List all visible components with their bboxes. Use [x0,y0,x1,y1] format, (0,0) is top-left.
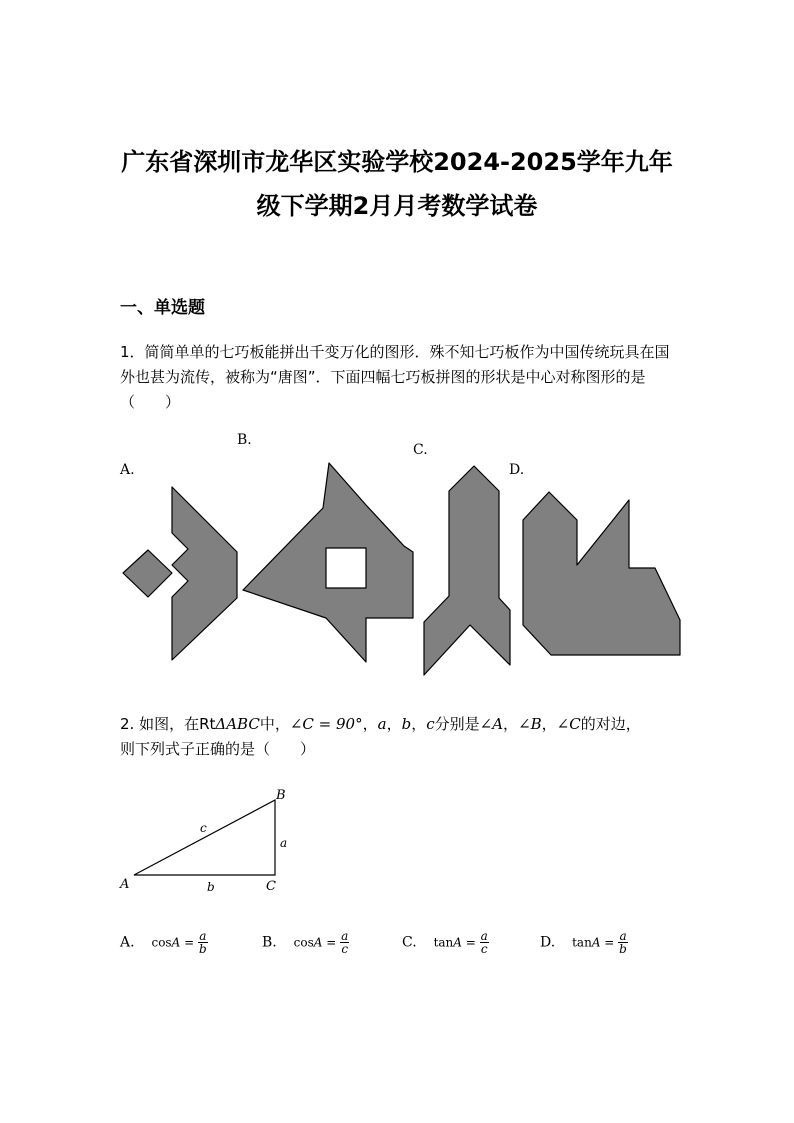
tangram-figure-c [424,466,510,675]
q2-option-d-fraction: $\frac{a}{b}$ [619,929,627,956]
q2-option-c-var: A [453,935,462,950]
side-label-a: a [280,836,288,850]
tangram-figure-a [123,487,237,660]
q2-mid2: ， [362,715,378,733]
q2-option-d-var: A [591,935,601,950]
q2-angle-b: ∠B [518,715,542,733]
q2-option-c-label: C. [402,934,417,951]
q2-mid1: 中， [259,715,290,733]
q2-option-c-fraction: $\frac{a}{c}$ [480,929,488,956]
q2-angle-c: ∠C = 90° [289,715,363,733]
q2-angle-a: ∠A [479,715,504,733]
q2-option-a-fraction: $\frac{a}{b}$ [198,929,207,956]
section-heading: 一、单选题 [120,298,205,318]
q2-var-a: a [377,715,387,733]
q2-option-c[interactable]: C. tanA = $\frac{a}{c}$ [402,929,488,956]
q2-option-d-label: D. [540,934,556,951]
q2-option-b[interactable]: B. cosA = $\frac{a}{c}$ [262,929,349,956]
vertex-label-b: B [276,788,286,803]
q2-option-c-fn: tan [433,935,454,950]
tangram-figure-b [243,463,413,662]
q2-var-c: c [426,715,435,733]
page-title-line-2: 级下学期2月月考数学试卷 [256,192,538,220]
q2-option-a-fn: cos [151,935,172,950]
q1-option-a-label: A. [120,462,135,478]
q2-option-a-label: A. [120,934,135,951]
question-2-text: 2. 如图，在RtΔABC中，∠C = 90°，a，b，c分别是∠A，∠B，∠C的对边， 则下列式子正确的是（ ） [120,715,641,758]
vertex-label-a: A [120,877,130,892]
q2-option-b-fn: cos [293,935,314,950]
q2-option-a-var: A [171,935,181,950]
q2-option-b-label: B. [262,934,277,951]
q2-angle-c2: ∠C [556,715,581,733]
q1-option-b-label: B. [237,432,252,448]
tangram-figure-d [523,492,680,655]
q2-triangle: ΔABC [215,715,260,733]
q2-triangle-figure [110,780,310,900]
q2-option-b-fraction: $\frac{a}{c}$ [341,929,349,956]
q1-option-c-label: C. [413,442,428,458]
question-1-text: 1．简简单单的七巧板能拼出千变万化的图形．殊不知七巧板作为中国传统玩具在国外也甚为流传，被称为“唐图”．下面四幅七巧板拼图的形状是中心对称图形的是（ ） [120,343,670,411]
q2-option-b-var: A [313,935,323,950]
page-title-line-1: 广东省深圳市龙华区实验学校2024-2025学年九年 [121,148,673,176]
q2-option-a[interactable]: A. cosA = $\frac{a}{b}$ [120,929,207,956]
side-label-b: b [207,880,215,894]
side-label-c: c [200,821,207,835]
q2-option-d-fn: tan [572,935,592,950]
q2-var-b: b [401,715,412,733]
q1-option-d-label: D. [509,462,525,478]
q2-line-2: 则下列式子正确的是（ ） [120,740,316,758]
q2-mid3: 分别是 [434,715,480,733]
q2-option-d[interactable]: D. tanA = $\frac{a}{b}$ [540,929,627,956]
q2-prefix: 2. 如图，在Rt [120,715,216,733]
vertex-label-c: C [266,879,276,894]
q2-suffix: 的对边， [580,715,641,733]
